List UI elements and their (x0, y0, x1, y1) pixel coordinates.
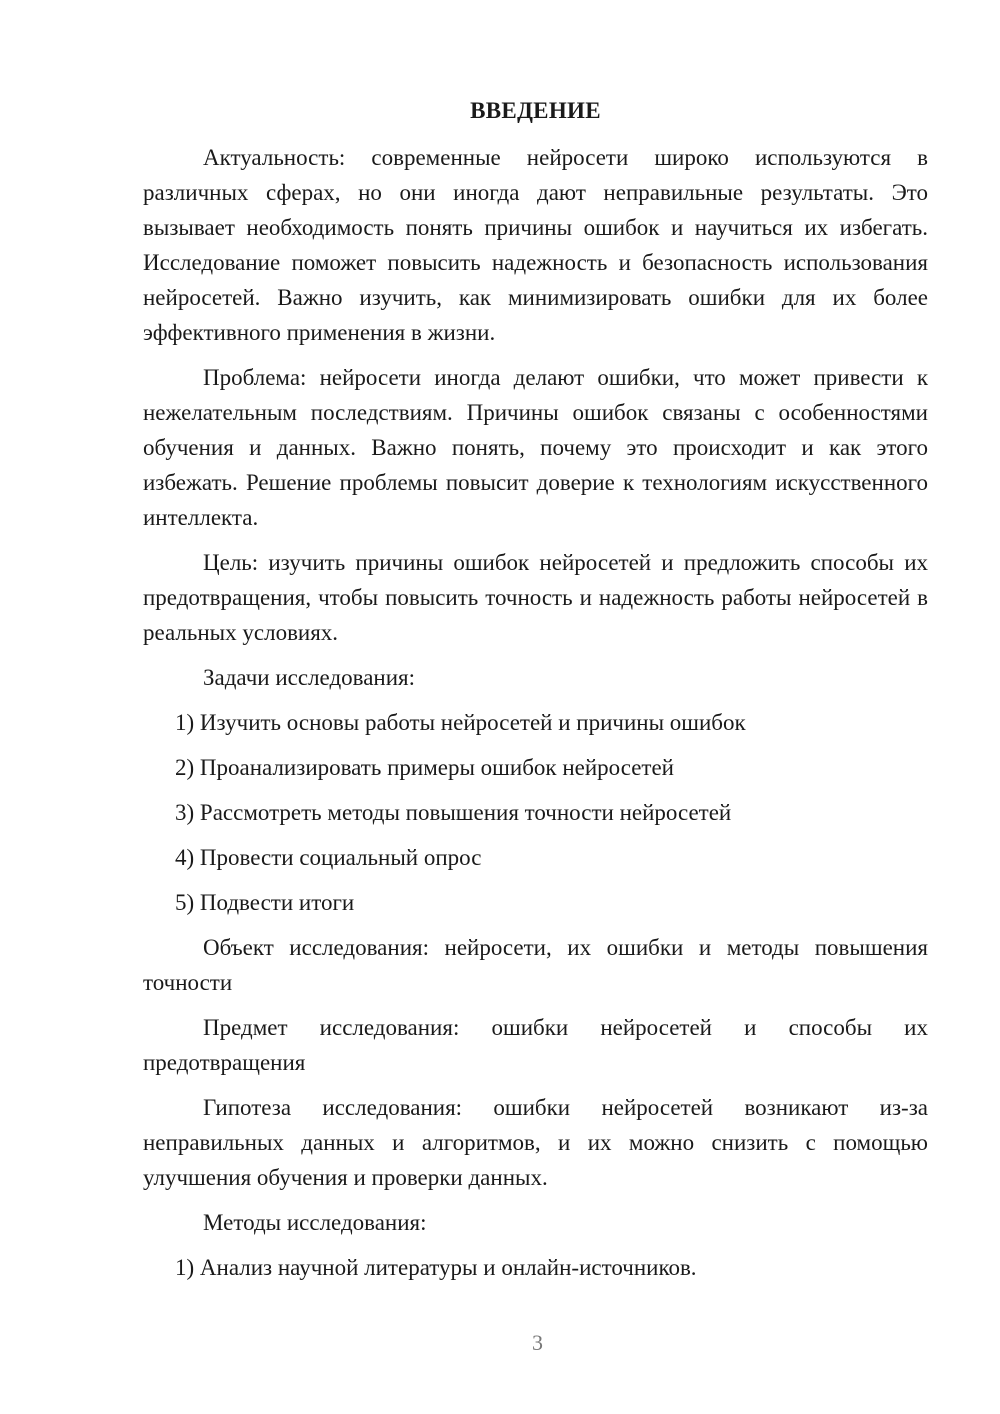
tasks-heading: Задачи исследования: (203, 665, 416, 690)
relevance-paragraph: Актуальность: современные нейросети широко используются в различных сферах, но они иногда дают неправильные результаты. Это вызывает необходимость понять причины ошибок и научиться их избегать. Исследование поможет повысить надежность и безопасность использования нейросетей. Важно изучить, как минимизировать ошибки для их более эффективного применения в жизни. (143, 145, 928, 345)
list-item: 5) Подвести итоги (175, 890, 355, 915)
list-item: 3) Рассмотреть методы повышения точности нейросетей (175, 800, 732, 825)
tasks-list (143, 705, 928, 920)
methods-heading: Методы исследования: (203, 1210, 427, 1235)
page-content (143, 93, 928, 1295)
list-item: 1) Изучить основы работы нейросетей и причины ошибок (175, 710, 746, 735)
object-paragraph: Объект исследования: нейросети, их ошибки и методы повышения точности (143, 935, 928, 995)
problem-paragraph: Проблема: нейросети иногда делают ошибки, что может привести к нежелательным последствиям. Причины ошибок связаны с особенностями обучения и данных. Важно понять, почему это происходит и как этого избежать. Решение проблемы повысит доверие к технологиям искусственного интеллекта. (143, 365, 928, 530)
list-item: 2) Проанализировать примеры ошибок нейросетей (175, 755, 674, 780)
hypothesis-paragraph: Гипотеза исследования: ошибки нейросетей возникают из-за неправильных данных и алгоритмов, и их можно снизить с помощью улучшения обучения и проверки данных. (143, 1095, 928, 1190)
goal-paragraph: Цель: изучить причины ошибок нейросетей и предложить способы их предотвращения, чтобы повысить точность и надежность работы нейросетей в реальных условиях. (143, 550, 928, 645)
list-item: 4) Провести социальный опрос (175, 845, 482, 870)
methods-list (143, 1250, 928, 1285)
page-title: ВВЕДЕНИЕ (470, 98, 601, 123)
page-number: 3 (532, 1330, 543, 1355)
list-item: 1) Анализ научной литературы и онлайн-источников. (175, 1255, 697, 1280)
subject-paragraph: Предмет исследования: ошибки нейросетей и способы их предотвращения (143, 1015, 928, 1075)
